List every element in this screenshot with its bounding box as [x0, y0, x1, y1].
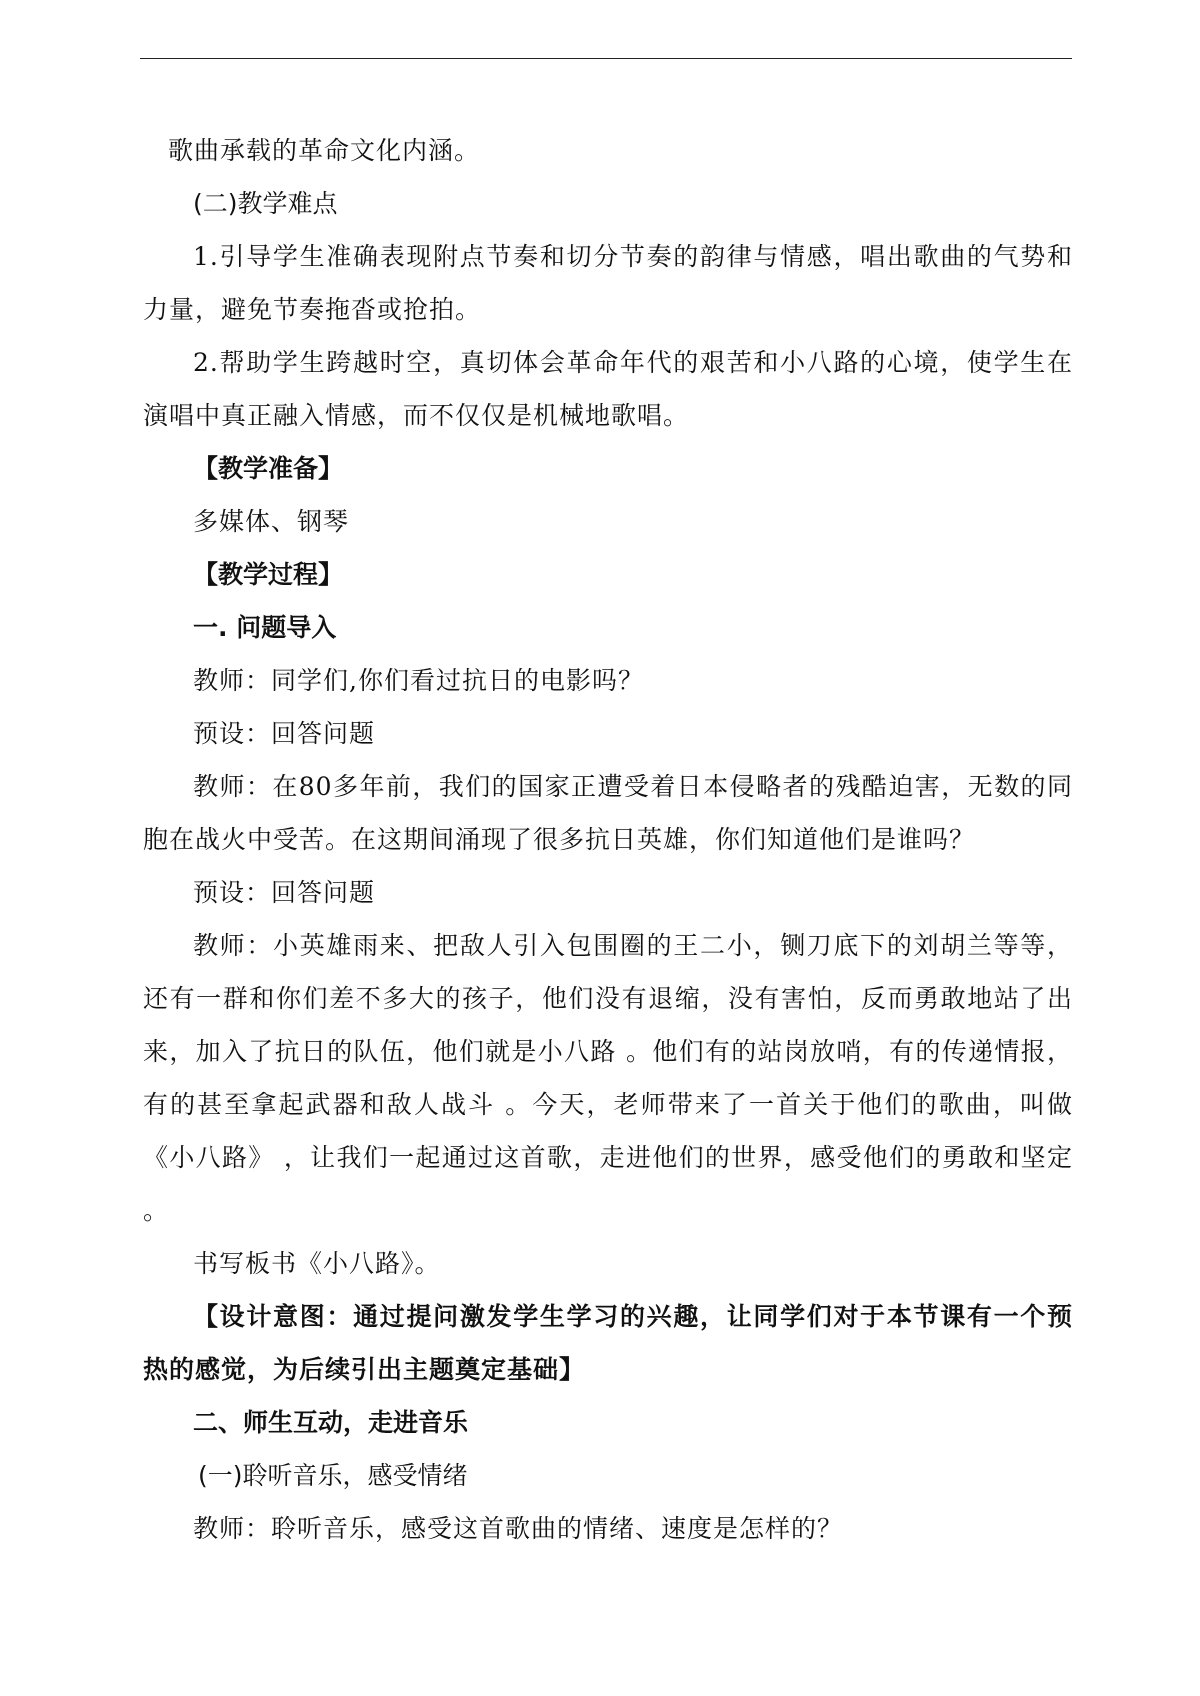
paragraph-11: 教师：在80多年前，我们的国家正遭受着日本侵略者的残酷迫害，无数的同胞在战火中受苦。在这期间涌现了很多抗日英雄，你们知道他们是谁吗？: [143, 772, 1073, 854]
paragraph-7: 【教学过程】: [193, 560, 344, 589]
header-rule: [140, 58, 1072, 59]
paragraph-15: 【设计意图：通过提问激发学生学习的兴趣，让同学们对于本节课有一个预热的感觉，为后续引出主题奠定基础】: [143, 1302, 1073, 1384]
paragraph-8: 一. 问题导入: [193, 613, 337, 642]
paragraph-14: 书写板书《小八路》。: [193, 1249, 441, 1278]
paragraph-6: 多媒体、钢琴: [193, 507, 350, 536]
paragraph-3: 1.引导学生准确表现附点节奏和切分节奏的韵律与情感，唱出歌曲的气势和力量，避免节奏拖沓或抢拍。: [143, 242, 1073, 324]
paragraph-2: (二)教学难点: [193, 189, 338, 218]
paragraph-18: 教师：聆听音乐，感受这首歌曲的情绪、速度是怎样的？: [193, 1514, 844, 1543]
paragraph-5: 【教学准备】: [193, 454, 344, 483]
paragraph-10: 预设：回答问题: [193, 719, 376, 748]
paragraph-9: 教师：同学们,你们看过抗日的电影吗？: [193, 666, 644, 695]
document-body: [143, 124, 1073, 1555]
paragraph-4: 2.帮助学生跨越时空，真切体会革命年代的艰苦和小八路的心境，使学生在演唱中真正融入情感，而不仅仅是机械地歌唱。: [143, 348, 1073, 430]
paragraph-16: 二、师生互动，走进音乐: [193, 1408, 469, 1437]
paragraph-1: 歌曲承载的革命文化内涵。: [168, 136, 481, 165]
paragraph-12: 预设：回答问题: [193, 878, 376, 907]
paragraph-17: (一)聆听音乐，感受情绪: [198, 1461, 468, 1490]
paragraph-13: 教师：小英雄雨来、把敌人引入包围圈的王二小，铡刀底下的刘胡兰等等，还有一群和你们差不多大的孩子，他们没有退缩，没有害怕，反而勇敢地站了出来，加入了抗日的队伍，他们就是小八路 。他们有的站岗放哨，有的传递情报，有的甚至拿起武器和敌人战斗 。今天，老师带来了一首关于他们的歌曲，叫做《小八路》 ，让我们一起通过这首歌，走进他们的世界，感受他们的勇敢和坚定 。: [143, 931, 1073, 1225]
